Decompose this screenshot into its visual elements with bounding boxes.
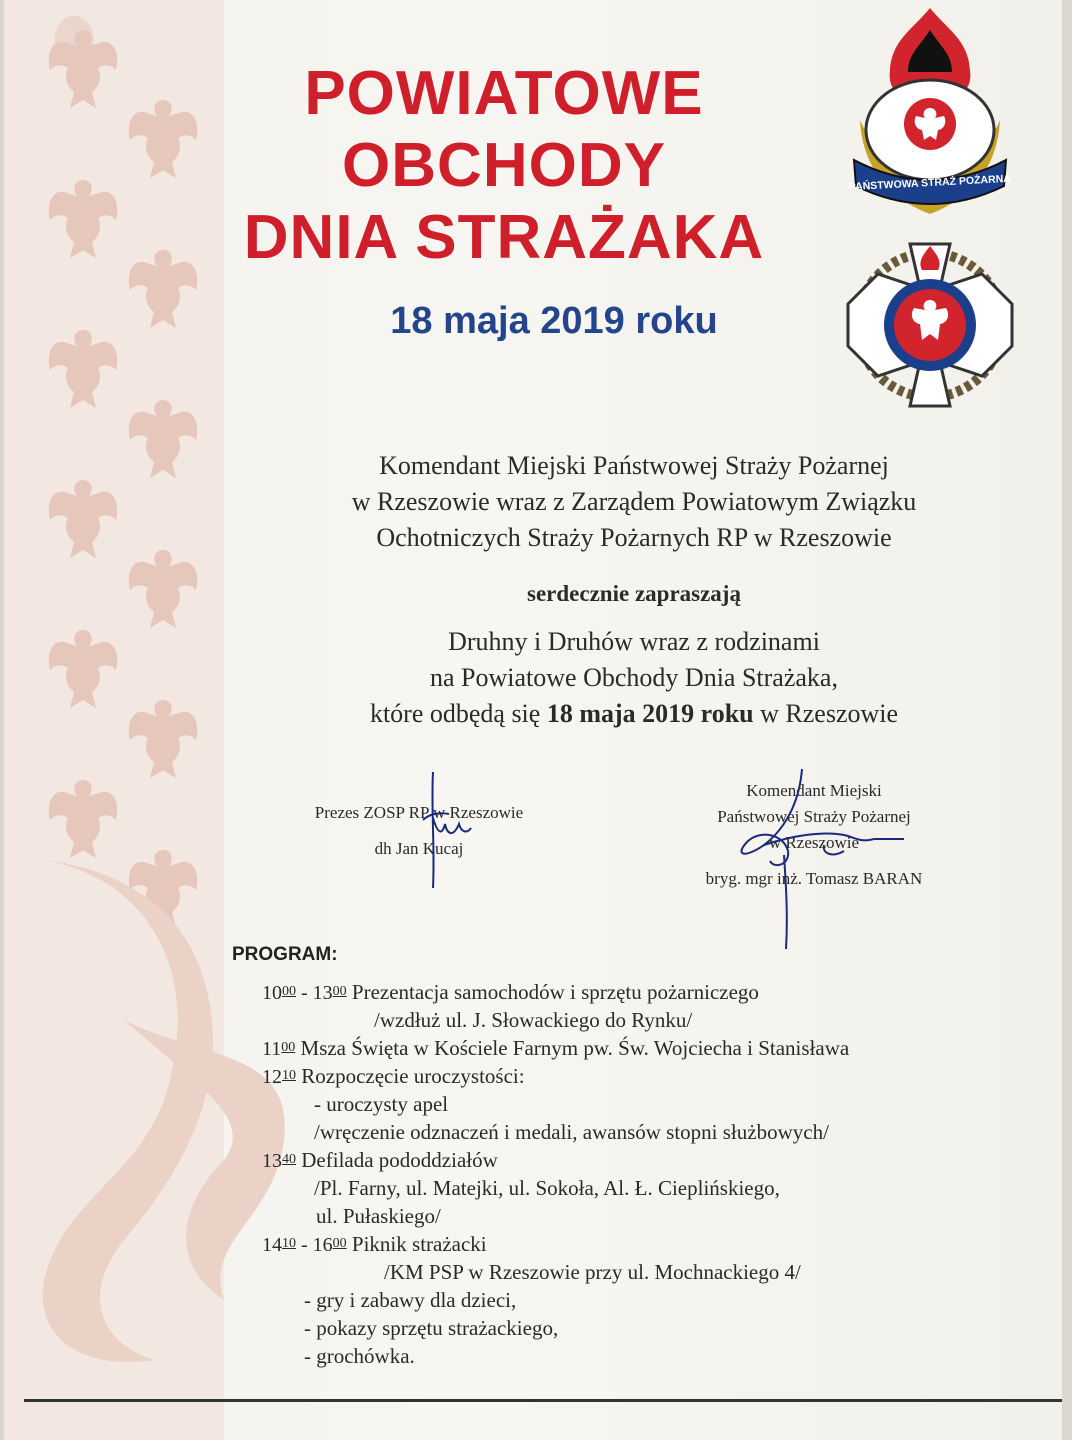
flame-swirl-decoration [4, 820, 304, 1380]
handwritten-signature-left [409, 768, 479, 892]
program-item-5-sub-3: - grochówka. [304, 1344, 415, 1368]
title-line-1: POWIATOWE [304, 59, 704, 128]
program-item-4-text: Defilada pododdziałów [301, 1148, 498, 1172]
signature-right-title-1: Komendant Miejski [746, 781, 882, 800]
program-item-4-note-2: ul. Pułaskiego/ [316, 1204, 441, 1228]
program-item-4 [262, 1148, 498, 1173]
program-item-3-sub-2: /wręczenie odznaczeń i medali, awansów stopni służbowych/ [314, 1120, 829, 1144]
program-time-2: $11^{00}$ [262, 1038, 296, 1060]
guest-line-3-post: w Rzeszowie [753, 699, 899, 728]
signature-left-title: Prezes ZOSP RP w Rzeszowie [314, 803, 524, 822]
program-item-5-sub-1: - gry i zabawy dla dzieci, [304, 1288, 517, 1312]
program-item-1-note: /wzdłuż ul. J. Słowackiego do Rynku/ [374, 1008, 693, 1032]
program-time-4: $13^{40}$ [262, 1150, 296, 1172]
program-item-3 [262, 1064, 525, 1089]
signature-right-title-3: w Rzeszowie [768, 833, 860, 852]
title-line-2: OBCHODY [342, 131, 666, 200]
program-item-1 [262, 980, 759, 1005]
invite-phrase: serdecznie zapraszają [527, 581, 741, 606]
program-item-3-sub-1: - uroczysty apel [314, 1092, 449, 1116]
guest-line-3-pre: które odbędą się [369, 699, 547, 728]
handwritten-signature-right [704, 765, 914, 955]
psp-emblem-text: PAŃSTWOWA STRAŻ POŻARNA [848, 172, 1012, 194]
program-heading: PROGRAM: [232, 944, 338, 965]
program-item-5-sub-2: - pokazy sprzętu strażackiego, [304, 1316, 559, 1340]
guest-line-3 [234, 696, 1034, 732]
program-item-1-text: Prezentacja samochodów i sprzętu pożarniczego [351, 980, 759, 1004]
host-line-2: w Rzeszowie wraz z Zarządem Powiatowym Związku [351, 487, 917, 516]
signature-left-name: dh Jan Kucaj [374, 839, 464, 858]
program-time-1: $10^{00} - 13^{00}$ [262, 982, 347, 1004]
host-line-3: Ochotniczych Straży Pożarnych RP w Rzeszowie [376, 523, 892, 552]
program-item-4-note-1: /Pl. Farny, ul. Matejki, ul. Sokoła, Al. Ł. Cieplińskiego, [314, 1176, 780, 1200]
guest-line-3-date: 18 maja 2019 roku [546, 699, 754, 728]
bottom-border-line [24, 1399, 1062, 1402]
program-item-3-text: Rozpoczęcie uroczystości: [301, 1064, 525, 1088]
program-item-2-text: Msza Święta w Kościele Farnym pw. Św. Wojciecha i Stanisława [300, 1036, 850, 1060]
program-item-5 [262, 1232, 487, 1257]
program-time-3: $12^{10}$ [262, 1066, 296, 1088]
program-item-5-text: Piknik strażacki [351, 1232, 487, 1256]
psp-emblem-icon [842, 0, 1017, 225]
host-line-1: Komendant Miejski Państwowej Straży Pożarnej [379, 451, 889, 480]
event-date: 18 maja 2019 roku [390, 300, 718, 342]
program-item-5-note: /KM PSP w Rzeszowie przy ul. Mochnackiego 4/ [384, 1260, 801, 1284]
guest-line-1: Druhny i Druhów wraz z rodzinami [448, 627, 820, 656]
zosp-cross-emblem-icon [842, 240, 1017, 410]
program-item-2 [262, 1036, 849, 1061]
program-time-5: $14^{10} - 16^{00}$ [262, 1234, 347, 1256]
title-line-3: DNIA STRAŻAKA [243, 203, 765, 272]
signature-right-name: bryg. mgr inż. Tomasz BARAN [705, 869, 923, 888]
signature-right-title-2: Państwowej Straży Pożarnej [717, 807, 911, 826]
guest-line-2: na Powiatowe Obchody Dnia Strażaka, [430, 663, 838, 692]
invitation-sheet [4, 0, 1062, 1440]
